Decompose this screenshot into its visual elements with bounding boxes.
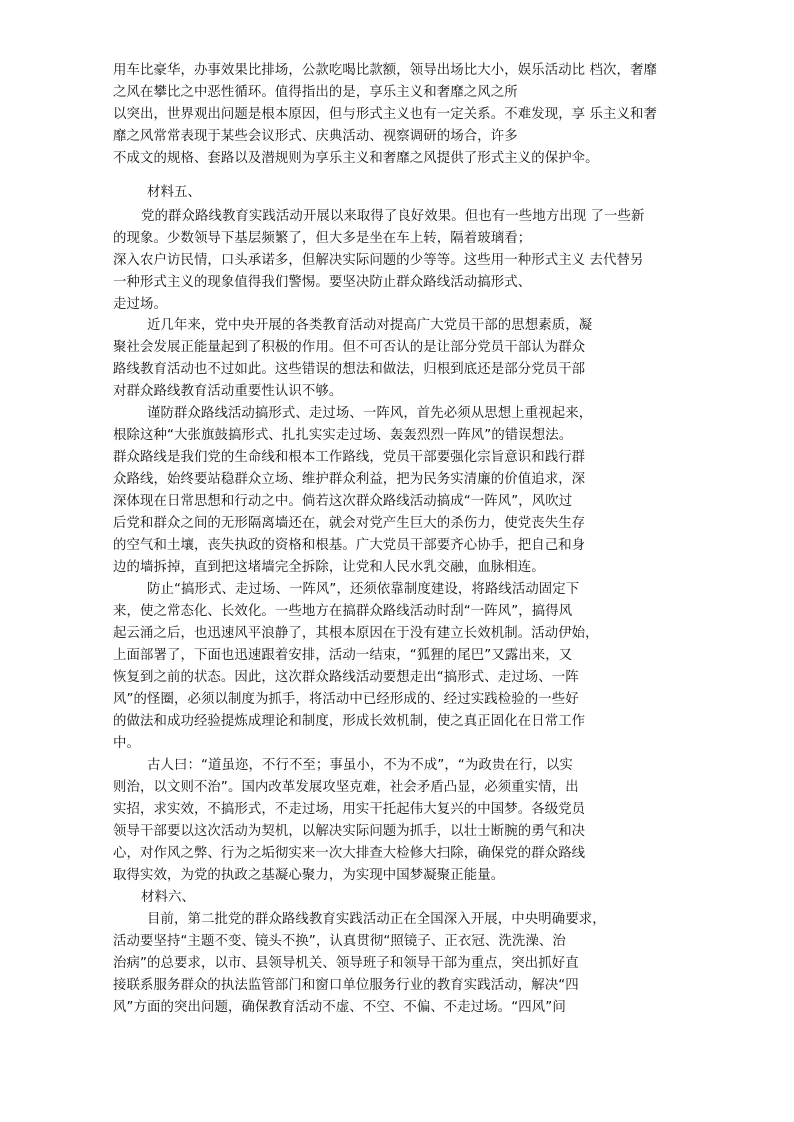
section-heading: 材料六、 <box>141 890 195 905</box>
text-line: 领导干部要以这次活动为契机，以解决实际问题为抓手，以壮士断腕的勇气和决 <box>113 824 586 839</box>
text-line: 众路线，始终要站稳群众立场、维护群众利益，把为民务实清廉的价值追求，深 <box>113 472 586 487</box>
text-line: 上面部署了，下面也迅速跟着安排，活动一结束，“狐狸的尾巴”又露出来，又 <box>113 648 573 663</box>
text-line: 走过场。 <box>113 297 167 312</box>
section-heading: 材料五、 <box>147 185 201 200</box>
text-line: 来，使之常态化、长效化。一些地方在搞群众路线活动时刮“一阵风”，搞得风 <box>113 604 573 619</box>
text-line: 接联系服务群众的执法监管部门和窗口单位服务行业的教育实践活动，解决“四 <box>113 978 579 993</box>
text-line: 恢复到之前的状态。因此，这次群众路线活动要想走出“搞形式、走过场、一阵 <box>113 670 579 685</box>
text-line: 群众路线是我们党的生命线和根本工作路线，党员干部要强化宗旨意识和践行群 <box>113 450 586 465</box>
text-line: 深入农户访民情，口头承诺多，但解决实际问题的少等等。这些用一种形式主义 去代替另 <box>113 253 644 268</box>
text-line: 聚社会发展正能量起到了积极的作用。但不可否认的是让部分党员干部认为群众 <box>113 340 586 355</box>
text-line: 谨防群众路线活动搞形式、走过场、一阵风，首先必须从思想上重视起来， <box>147 406 593 421</box>
text-line: 活动要坚持“主题不变、镜头不换”，认真贯彻“照镜子、正衣冠、洗洗澡、治 <box>113 934 566 949</box>
text-line: 的做法和成功经验提炼成理论和制度，形成长效机制，使之真正固化在日常工作 <box>113 714 586 729</box>
text-line: 用车比豪华，办事效果比排场，公款吃喝比款额，领导出场比大小，娱乐活动比 档次，奢靡 <box>113 63 657 78</box>
text-line: 目前，第二批党的群众路线教育实践活动正在全国深入开展，中央明确要求， <box>147 912 606 927</box>
text-line: 治病”的总要求，以市、县领导机关、领导班子和领导干部为重点，突出抓好直 <box>113 956 579 971</box>
text-line: 起云涌之后，也迅速风平浪静了，其根本原因在于没有建立长效机制。活动伊始， <box>113 626 599 641</box>
text-line: 一种形式主义的现象值得我们警惕。要坚决防止群众路线活动搞形式、 <box>113 275 532 290</box>
text-line: 对群众路线教育活动重要性认识不够。 <box>113 384 343 399</box>
text-line: 深体现在日常思想和行动之中。倘若这次群众路线活动搞成“一阵风”，风吹过 <box>113 494 573 509</box>
text-line: 防止“搞形式、走过场、一阵风”，还须依靠制度建设，将路线活动固定下 <box>147 582 580 597</box>
text-line: 风”的怪圈，必须以制度为抓手，将活动中已经形成的、经过实践检验的一些好 <box>113 692 579 707</box>
text-line: 实招，求实效，不搞形式，不走过场，用实干托起伟大复兴的中国梦。各级党员 <box>113 802 586 817</box>
text-line: 后党和群众之间的无形隔离墙还在，就会对党产生巨大的杀伤力，使党丧失生存 <box>113 516 586 531</box>
text-line: 根除这种“大张旗鼓搞形式、扎扎实实走过场、轰轰烈烈一阵风”的错误想法。 <box>113 428 573 443</box>
text-line: 边的墙拆掉，直到把这堵墙完全拆除，让党和人民水乳交融，血脉相连。 <box>113 560 545 575</box>
text-line: 的空气和土壤，丧失执政的资格和根基。广大党员干部要齐心协手，把自己和身 <box>113 538 586 553</box>
text-line: 靡之风常常表现于某些会议形式、庆典活动、视察调研的场合，许多 <box>113 129 518 144</box>
text-line: 古人曰：“道虽迩，不行不至；事虽小，不为不成”，“为政贵在行，以实 <box>147 758 573 773</box>
text-line: 之风在攀比之中恶性循环。值得指出的是，享乐主义和奢靡之风之所 <box>113 85 518 100</box>
text-line: 则治，以文则不治”。国内改革发展攻坚克难，社会矛盾凸显，必须重实情，出 <box>113 780 579 795</box>
text-line: 党的群众路线教育实践活动开展以来取得了良好效果。但也有一些地方出现 了一些新 <box>141 209 645 224</box>
text-line: 的现象。少数领导下基层频繁了，但大多是坐在车上转，隔着玻璃看； <box>113 231 532 246</box>
text-line: 取得实效，为党的执政之基凝心聚力，为实现中国梦凝聚正能量。 <box>113 868 505 883</box>
text-line: 心，对作风之弊、行为之垢彻实来一次大排查大检修大扫除，确保党的群众路线 <box>113 846 586 861</box>
text-line: 中。 <box>113 736 140 751</box>
text-line: 近几年来，党中央开展的各类教育活动对提高广大党员干部的思想素质，凝 <box>147 318 593 333</box>
text-line: 风”方面的突出问题，确保教育活动不虚、不空、不偏、不走过场。“四风”问 <box>113 1000 566 1015</box>
text-line: 路线教育活动也不过如此。这些错误的想法和做法，归根到底还是部分党员干部 <box>113 362 586 377</box>
text-line: 以突出，世界观出问题是根本原因，但与形式主义也有一定关系。不难发现，享 乐主义和奢 <box>113 107 657 122</box>
text-line: 不成文的规格、套路以及潜规则为享乐主义和奢靡之风提供了形式主义的保护伞。 <box>113 151 599 166</box>
